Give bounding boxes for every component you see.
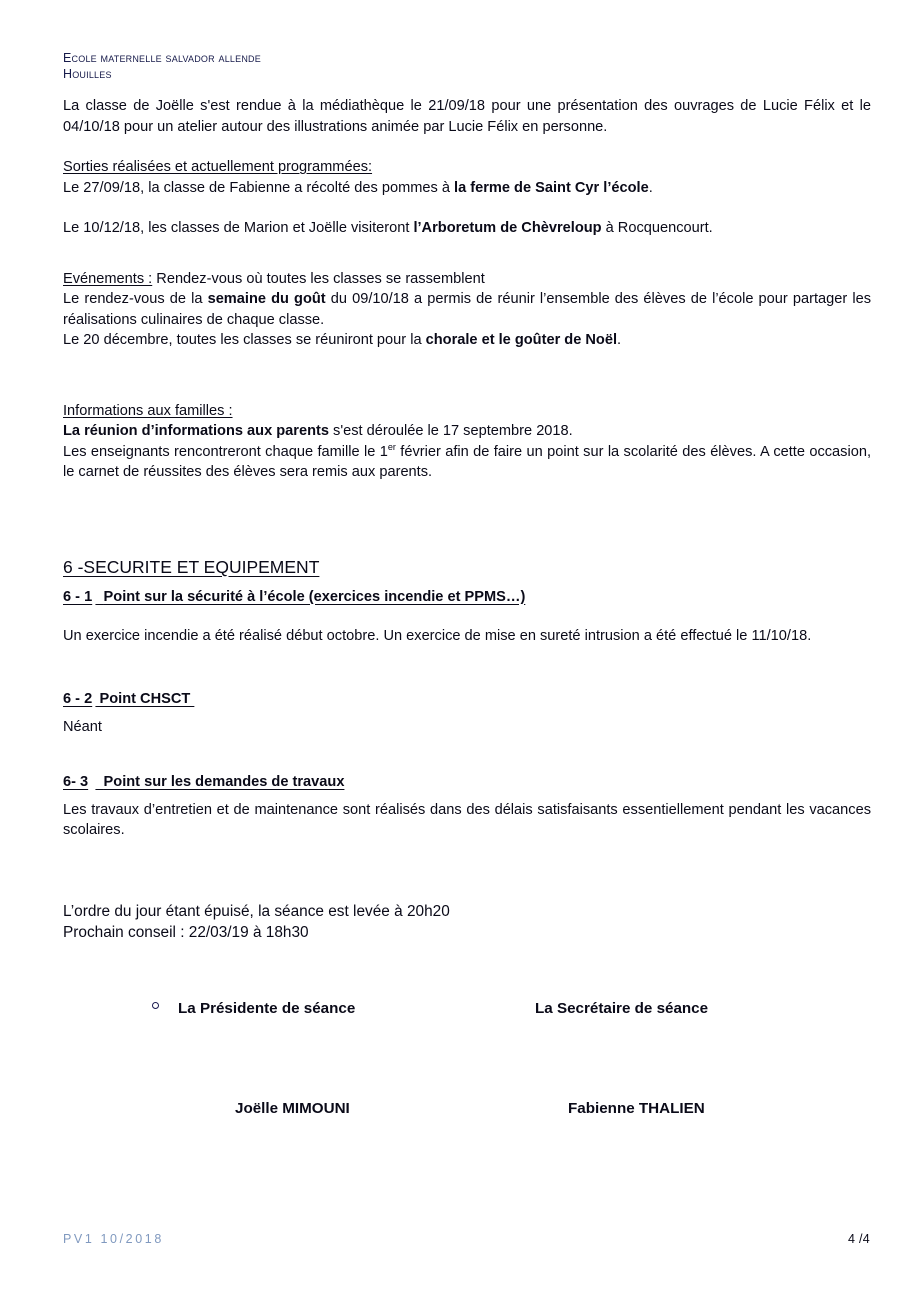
document-body [63,96,871,1124]
spacer [63,646,871,689]
subsection-6-2-number: 6 - 2 [63,691,93,707]
spacer [63,198,871,218]
heading-informations-text: Informations aux familles : [63,402,233,419]
spacer [63,483,871,556]
subsection-6-1-text [63,587,525,607]
paragraph-sorties-pommes [63,178,871,199]
footer-document-reference: PV1 10/2018 [63,1232,164,1246]
signature-names-row [63,1098,871,1124]
paragraph-6-2-body: Néant [63,719,102,735]
heading-sorties-text: Sorties réalisées et actuellement programmées: [63,159,373,175]
spacer [63,1024,871,1098]
sorties-l1-bold: la ferme de Saint Cyr l’école [454,179,649,196]
spacer [63,792,871,800]
sorties-l1-pre: Le 27/09/18, la classe de Fabienne a récolté des pommes à [63,179,455,196]
heading-sorties [63,157,871,178]
subsection-6-3-text [63,772,344,792]
subsection-6-3-number: 6- 3 [63,773,89,790]
evenements-p1-bold: semaine du goût [207,291,326,307]
closing-line-next-council: Prochain conseil : 22/03/19 à 18h30 [63,923,309,941]
sorties-l2-pre: Le 10/12/18, les classes de Marion et Joëlle visiteront [63,220,414,236]
spacer [63,709,871,717]
spacer [63,239,871,269]
closing-block [63,901,871,943]
evenements-p2-pre: Le 20 décembre, toutes les classes se réuniront pour la [63,332,426,348]
spacer [63,579,871,587]
header-school-name: Ecole maternelle salvador allende [63,51,261,65]
evenements-p1-pre: Le rendez-vous de la [63,291,208,307]
spacer [63,137,871,157]
paragraph-informations-reunion [63,421,871,442]
document-header [63,50,261,82]
bullet-circle-icon [152,1002,159,1009]
evenements-p1-post: du 09/10/18 a permis de réunir l’ensemble des élèves de l’école pour partager les réalisations culinaires de chaque classe. [63,291,871,328]
subsection-heading-6-1 [63,587,871,607]
spacer [63,381,871,401]
signature-roles-row [63,998,871,1024]
subsection-6-1-label: Point sur la sécurité à l’école (exercices incendie et PPMS…) [103,588,526,605]
subsection-heading-6-2 [63,689,871,709]
paragraph-sorties-arboretum [63,218,871,239]
heading-evenements-underlined: Evénements : [63,270,153,287]
sorties-l1-post: . [648,179,653,196]
subsection-heading-6-3 [63,772,871,792]
paragraph-mediatheque: La classe de Joëlle s'est rendue à la médiathèque le 21/09/18 pour une présentation des ouvrages de Lucie Félix et le 04/10/18 pour un atelier autour des illustrations animée par Lucie Félix en personne. [63,98,871,135]
spacer [63,841,871,901]
sorties-l2-bold: l’Arboretum de Chèvreloup [413,220,602,236]
informations-p2-a: Les enseignants rencontreront chaque famille le 1 [63,443,388,460]
evenements-p2-post: . [617,332,622,348]
paragraph-6-1-body: Un exercice incendie a été réalisé début octobre. Un exercice de mise en sureté intrusion a été effectué le 11/10/18. [63,627,812,644]
evenements-p2-bold: chorale et le goûter de Noël [425,332,618,348]
spacer [63,351,871,381]
subsection-6-2-label: Point CHSCT [99,691,195,707]
spacer [63,738,871,772]
signature-role-secretary: La Secrétaire de séance [535,999,709,1017]
signature-name-secretary: Fabienne THALIEN [568,1099,705,1117]
informations-p1-post: s'est déroulée le 17 septembre 2018. [328,423,573,439]
subsection-6-2-text [63,689,194,709]
spacer [63,607,871,626]
informations-p2-b: février afin de faire un point sur la scolarité des élèves. A cette occasion, le carnet de réussites des élèves sera remis aux parents. [63,443,871,480]
heading-evenements-rest: Rendez-vous où toutes les classes se rassemblent [152,270,485,287]
subsection-6-1-number: 6 - 1 [63,588,93,605]
heading-evenements [63,269,871,290]
signature-role-president: La Présidente de séance [178,999,356,1017]
ordinal-suffix: er [387,441,396,452]
subsection-6-3-label: Point sur les demandes de travaux [103,773,345,790]
paragraph-informations-familles [63,442,871,483]
paragraph-evenements-gout [63,289,871,330]
closing-line-adjournment: L’ordre du jour étant épuisé, la séance est levée à 20h20 [63,902,450,920]
signature-name-president: Joëlle MIMOUNI [235,1099,350,1117]
spacer [63,943,871,998]
paragraph-6-3-body: Les travaux d’entretien et de maintenance sont réalisés dans des délais satisfaisants essentiellement pendant les vacances scolaires. [63,801,871,838]
section-title-securite: 6 -SECURITE ET EQUIPEMENT [63,556,320,577]
informations-p1-bold: La réunion d’informations aux parents [63,423,329,439]
heading-informations [63,401,871,422]
sorties-l2-post: à Rocquencourt. [601,220,713,236]
footer-page-number: 4 /4 [847,1232,870,1246]
header-city: Houilles [63,67,112,81]
page-footer [63,1232,870,1246]
paragraph-evenements-noel [63,330,871,351]
